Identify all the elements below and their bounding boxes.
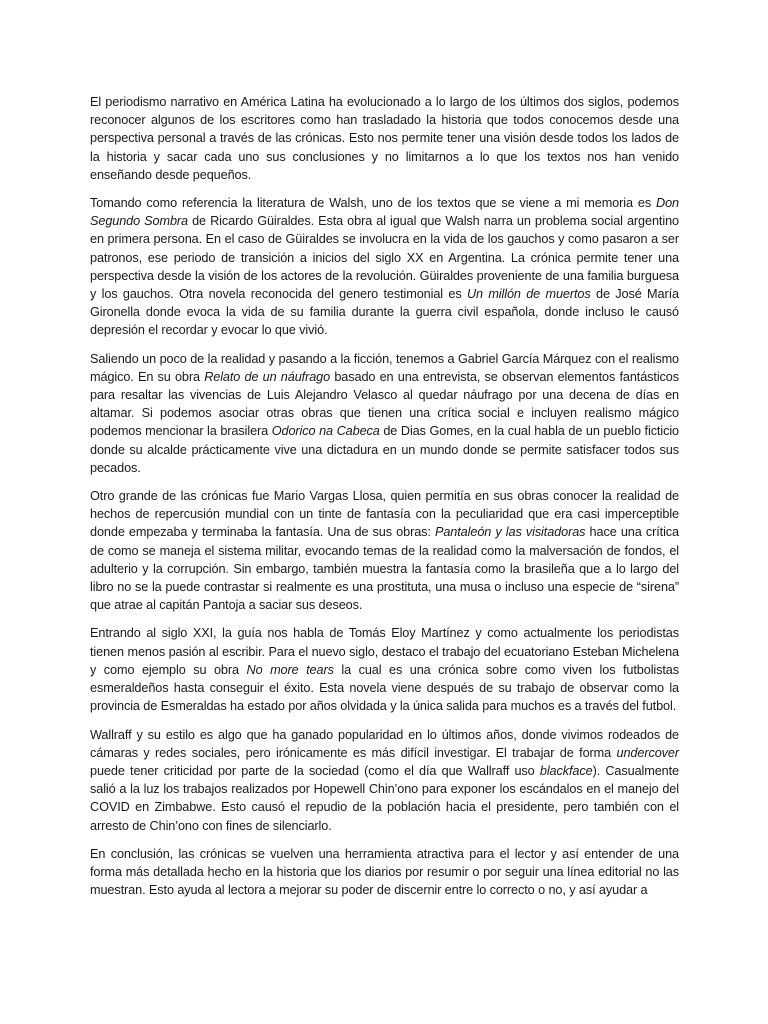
paragraph-text: El periodismo narrativo en América Latina ha evolucionado a lo largo de los últimos dos siglos, podemos reconocer algunos de los escritores como han trasladado la historia que todos conocemos desde una perspectiva personal a través de las crónicas. Esto nos permite tener una visión desde todos los lados de la historia y sacar cada uno sus conclusiones y no limitarnos a lo que los textos nos han venido enseñando desde pequeños. — [90, 95, 679, 182]
italic-title: Odorico na Cabeca — [271, 424, 380, 439]
paragraph-text: basado en una entrevista, se observan elementos fantásticos para resaltar las vivencias de Luis Alejandro Velasco al quedar náufrago por una decena de días en altamar. Si podemos asociar otras obras que tienen una crítica social e incluyen realismo mágico podemos mencionar la brasilera — [90, 369, 680, 439]
paragraph-4 — [90, 487, 679, 614]
italic-title: blackface — [539, 763, 593, 778]
paragraph-text: de Ricardo Güiraldes. Esta obra al igual que Walsh narra un problema social argentino en primera persona. En el caso de Güiraldes se involucra en la vida de los gauchos y como pasaron a ser patronos, ese periodo de transición a inicios del siglo XX en Argentina. La crónica permite tener una perspectiva desde la visión de los actores de la revolución. Güiraldes proveniente de una familia burguesa y los gauchos. Otra novela reconocida del genero testimonial es — [90, 214, 679, 302]
paragraph-text: la cual es una crónica sobre como viven los futbolistas esmeraldeños hasta conseguir el éxito. Esta novela viene después de su trabajo de observar como la provincia de Esmeraldas ha estado por años olvidada y la única salida para muchos es a través del futbol. — [90, 662, 680, 714]
paragraph-text: ). Casualmente salió a la luz los trabajos realizados por Hopewell Chin’ono para exponer los escándalos en el manejo del COVID en Zimbabwe. Esto causó el repudio de la población hacia el presidente, pero también con el arresto de Chin’ono con fines de silenciarlo. — [90, 763, 680, 833]
document-body — [90, 93, 679, 909]
italic-title: Relato de un náufrago — [204, 369, 331, 384]
paragraph-7 — [90, 845, 679, 900]
paragraph-text: de Dias Gomes, en la cual habla de un pueblo ficticio donde su alcalde prácticamente vive una dictadura en un mundo donde se permite satisfacer todos sus pecados. — [90, 424, 679, 475]
italic-title: Don Segundo Sombra — [90, 196, 679, 229]
paragraph-text: Tomando como referencia la literatura de Walsh, uno de los textos que se viene a mi memoria es — [90, 196, 657, 211]
paragraph-5 — [90, 624, 679, 715]
paragraph-text: de José María Gironella donde evoca la vida de su familia durante la guerra civil española, donde incluso le causó depresión el recordar y evocar lo que vivió. — [90, 287, 679, 338]
paragraph-text: Saliendo un poco de la realidad y pasando a la ficción, tenemos a Gabriel García Márquez con el realismo mágico. En su obra — [90, 351, 679, 384]
paragraph-6 — [90, 726, 679, 835]
italic-title: Un millón de muertos — [466, 287, 591, 302]
paragraph-1 — [90, 93, 679, 184]
italic-title: Pantaleón y las visitadoras — [434, 525, 586, 540]
paragraph-text: hace una crítica de como se maneja el sistema militar, evocando temas de la realidad como la malversación de fondos, el adulterio y la corrupción. Sin embargo, también muestra la fantasía como la brasileña que a lo largo del libro no se la puede contrastar si realmente es una prostituta, una musa o incluso una especie de “sirena” que atrae al capitán Pantoja a saciar sus deseos. — [90, 525, 679, 613]
paragraph-text: puede tener criticidad por parte de la sociedad (como el día que Wallraff uso — [90, 763, 540, 778]
italic-title: No more tears — [246, 662, 334, 677]
paragraph-text: Wallraff y su estilo es algo que ha ganado popularidad en lo últimos años, donde vivimos rodeados de cámaras y redes sociales, pero irónicamente es más difícil investigar. El trabajar de forma — [90, 727, 679, 760]
paragraph-text: Entrando al siglo XXI, la guía nos habla de Tomás Eloy Martínez y como actualmente los periodistas tienen menos pasión al escribir. Para el nuevo siglo, destaco el trabajo del ecuatoriano Esteban Michelena y como ejemplo su obra — [90, 626, 679, 677]
paragraph-3 — [90, 350, 679, 477]
italic-title: undercover — [616, 745, 679, 760]
paragraph-text: Otro grande de las crónicas fue Mario Vargas Llosa, quien permitía en sus obras conocer la realidad de hechos de repercusión mundial con un tinte de fantasía con la peculiaridad que era casi imperceptible donde empezaba y terminaba la fantasía. Una de sus obras: — [90, 489, 679, 540]
paragraph-text: En conclusión, las crónicas se vuelven una herramienta atractiva para el lector y así entender de una forma más detallada hecho en la historia que los diarios por resumir o por seguir una línea editorial no las muestran. Esto ayuda al lectora a mejorar su poder de discernir entre lo correcto o no, y así ayudar a — [90, 846, 679, 898]
paragraph-2 — [90, 194, 679, 340]
